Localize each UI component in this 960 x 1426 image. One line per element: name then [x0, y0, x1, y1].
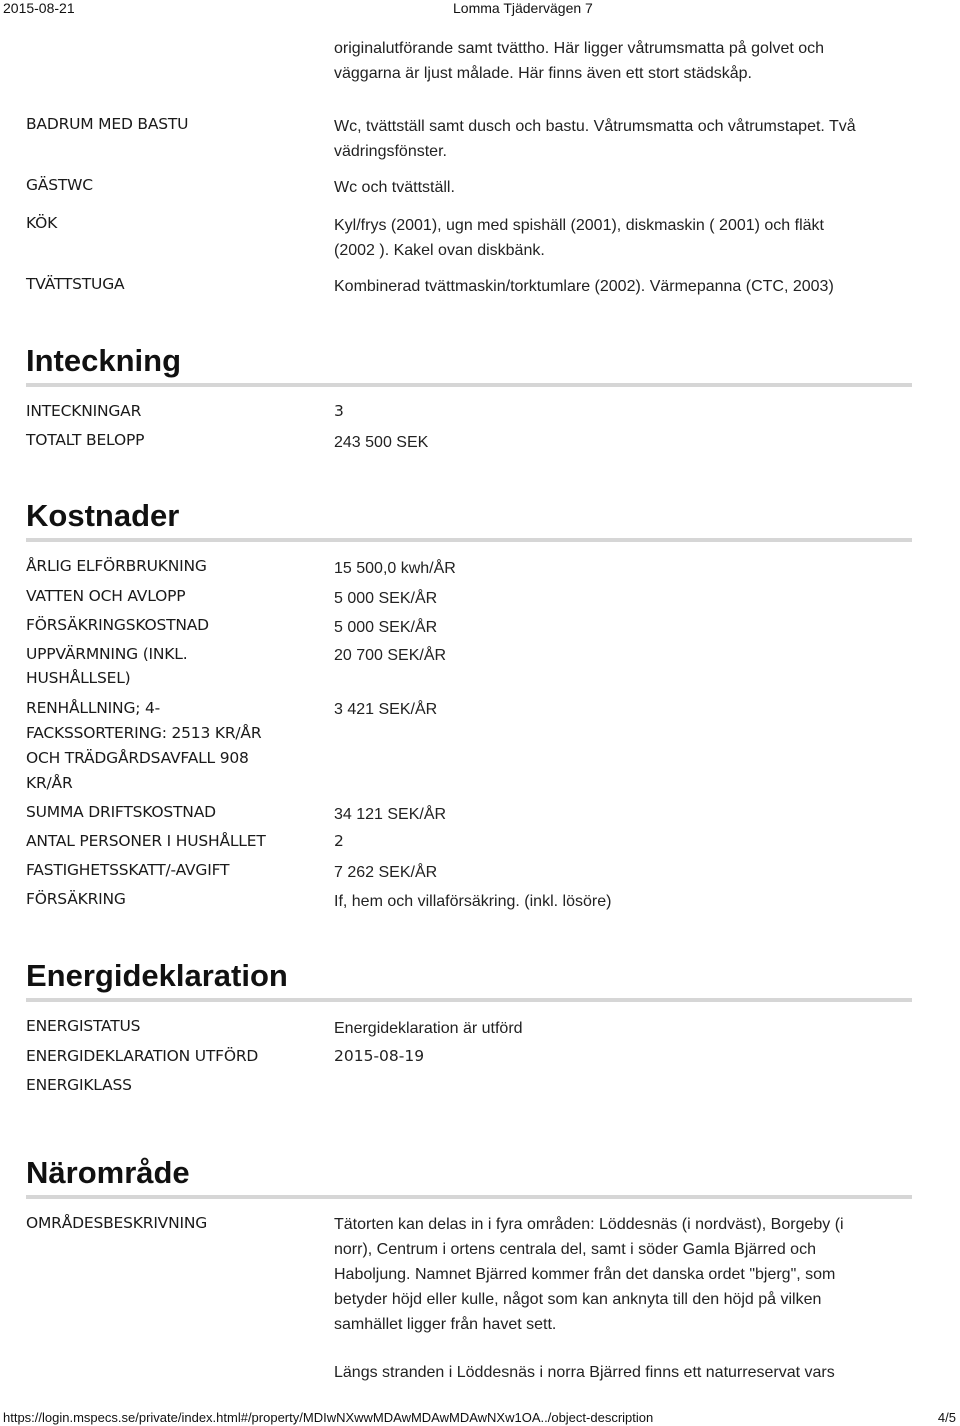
cost-value: 2: [334, 832, 344, 850]
cost-label: OCH TRÄDGÅRDSAVFALL 908: [26, 749, 249, 767]
cost-value: If, hem och villaförsäkring. (inkl. lösöre): [334, 893, 612, 910]
area-text-line: Haboljung. Namnet Bjärred kommer från det danska ordet "bjerg", som: [334, 1266, 836, 1283]
cost-label: FÖRSÄKRINGSKOSTNAD: [26, 616, 209, 634]
energy-label: ENERGIKLASS: [26, 1076, 132, 1094]
section-heading-energideklaration: Energideklaration: [26, 958, 288, 993]
print-title: Lomma Tjädervägen 7: [453, 0, 593, 16]
cost-value: 7 262 SEK/ÅR: [334, 864, 438, 881]
cost-value: 15 500,0 kwh/ÅR: [334, 560, 456, 577]
cost-label: VATTEN OCH AVLOPP: [26, 587, 186, 605]
detail-label: TOTALT BELOPP: [26, 431, 145, 449]
energy-value: Energideklaration är utförd: [334, 1020, 523, 1037]
detail-label: INTECKNINGAR: [26, 402, 142, 420]
section-divider: [26, 998, 912, 1002]
print-footer: [0, 1408, 960, 1426]
cost-value: 5 000 SEK/ÅR: [334, 619, 438, 636]
cost-label: HUSHÅLLSEL): [26, 669, 131, 687]
energy-value: 2015-08-19: [334, 1047, 425, 1065]
cost-label: SUMMA DRIFTSKOSTNAD: [26, 803, 216, 821]
cost-label: KR/ÅR: [26, 774, 73, 792]
room-label: GÄSTWC: [26, 176, 93, 194]
intro-line-1: originalutförande samt tvättho. Här ligger våtrumsmatta på golvet och: [334, 40, 825, 57]
detail-value: 3: [334, 402, 344, 420]
print-date: 2015-08-21: [3, 0, 75, 16]
page-number: 4/5: [937, 1410, 956, 1425]
detail-value: 243 500 SEK: [334, 434, 429, 451]
room-value-line: vädringsfönster.: [334, 143, 447, 160]
room-value-line: Wc och tvättställ.: [334, 179, 455, 196]
room-label: BADRUM MED BASTU: [26, 115, 189, 133]
energy-label: ENERGIDEKLARATION UTFÖRD: [26, 1047, 259, 1065]
room-value-line: Kombinerad tvättmaskin/torktumlare (2002). Värmepanna (CTC, 2003): [334, 278, 834, 295]
room-value-line: Kyl/frys (2001), ugn med spishäll (2001), diskmaskin ( 2001) och fläkt: [334, 217, 824, 234]
section-divider: [26, 538, 912, 542]
cost-label: FACKSSORTERING: 2513 KR/ÅR: [26, 724, 262, 742]
area-text-line: Längs stranden i Löddesnäs i norra Bjärred finns ett naturreservat vars: [334, 1364, 835, 1381]
section-divider: [26, 1195, 912, 1199]
print-header: [0, 0, 960, 20]
cost-value: 3 421 SEK/ÅR: [334, 701, 438, 718]
print-url: https://login.mspecs.se/private/index.html#/property/MDIwNXwwMDAwMDAwMDAwNXw1OA../object-description: [3, 1410, 654, 1425]
cost-value: 34 121 SEK/ÅR: [334, 806, 447, 823]
cost-label: UPPVÄRMNING (INKL.: [26, 645, 188, 663]
intro-line-2: väggarna är ljust målade. Här finns även ett stort städskåp.: [334, 65, 752, 82]
section-heading-naromrade: Närområde: [26, 1155, 190, 1190]
room-label: KÖK: [26, 214, 58, 232]
cost-label: FASTIGHETSSKATT/-AVGIFT: [26, 861, 230, 879]
section-heading-kostnader: Kostnader: [26, 498, 180, 533]
area-text-line: samhället ligger från havet sett.: [334, 1316, 557, 1333]
cost-label: FÖRSÄKRING: [26, 890, 126, 908]
energy-label: ENERGISTATUS: [26, 1017, 141, 1035]
area-text-line: Tätorten kan delas in i fyra områden: Löddesnäs (i nordväst), Borgeby (i: [334, 1216, 844, 1233]
area-text-line: betyder höjd eller kulle, något som kan anknyta till den höjd på vilken: [334, 1291, 822, 1308]
cost-value: 5 000 SEK/ÅR: [334, 590, 438, 607]
room-label: TVÄTTSTUGA: [26, 275, 125, 293]
room-value-line: Wc, tvättställ samt dusch och bastu. Våtrumsmatta och våtrumstapet. Två: [334, 118, 856, 135]
cost-label: ANTAL PERSONER I HUSHÅLLET: [26, 832, 266, 850]
cost-value: 20 700 SEK/ÅR: [334, 647, 447, 664]
section-heading-inteckning: Inteckning: [26, 343, 182, 378]
room-value-line: (2002 ). Kakel ovan diskbänk.: [334, 242, 545, 259]
cost-label: RENHÅLLNING; 4-: [26, 699, 161, 717]
section-divider: [26, 383, 912, 387]
area-text-line: norr), Centrum i ortens centrala del, samt i söder Gamla Bjärred och: [334, 1241, 816, 1258]
cost-label: ÅRLIG ELFÖRBRUKNING: [26, 557, 207, 575]
area-label: OMRÅDESBESKRIVNING: [26, 1214, 208, 1232]
